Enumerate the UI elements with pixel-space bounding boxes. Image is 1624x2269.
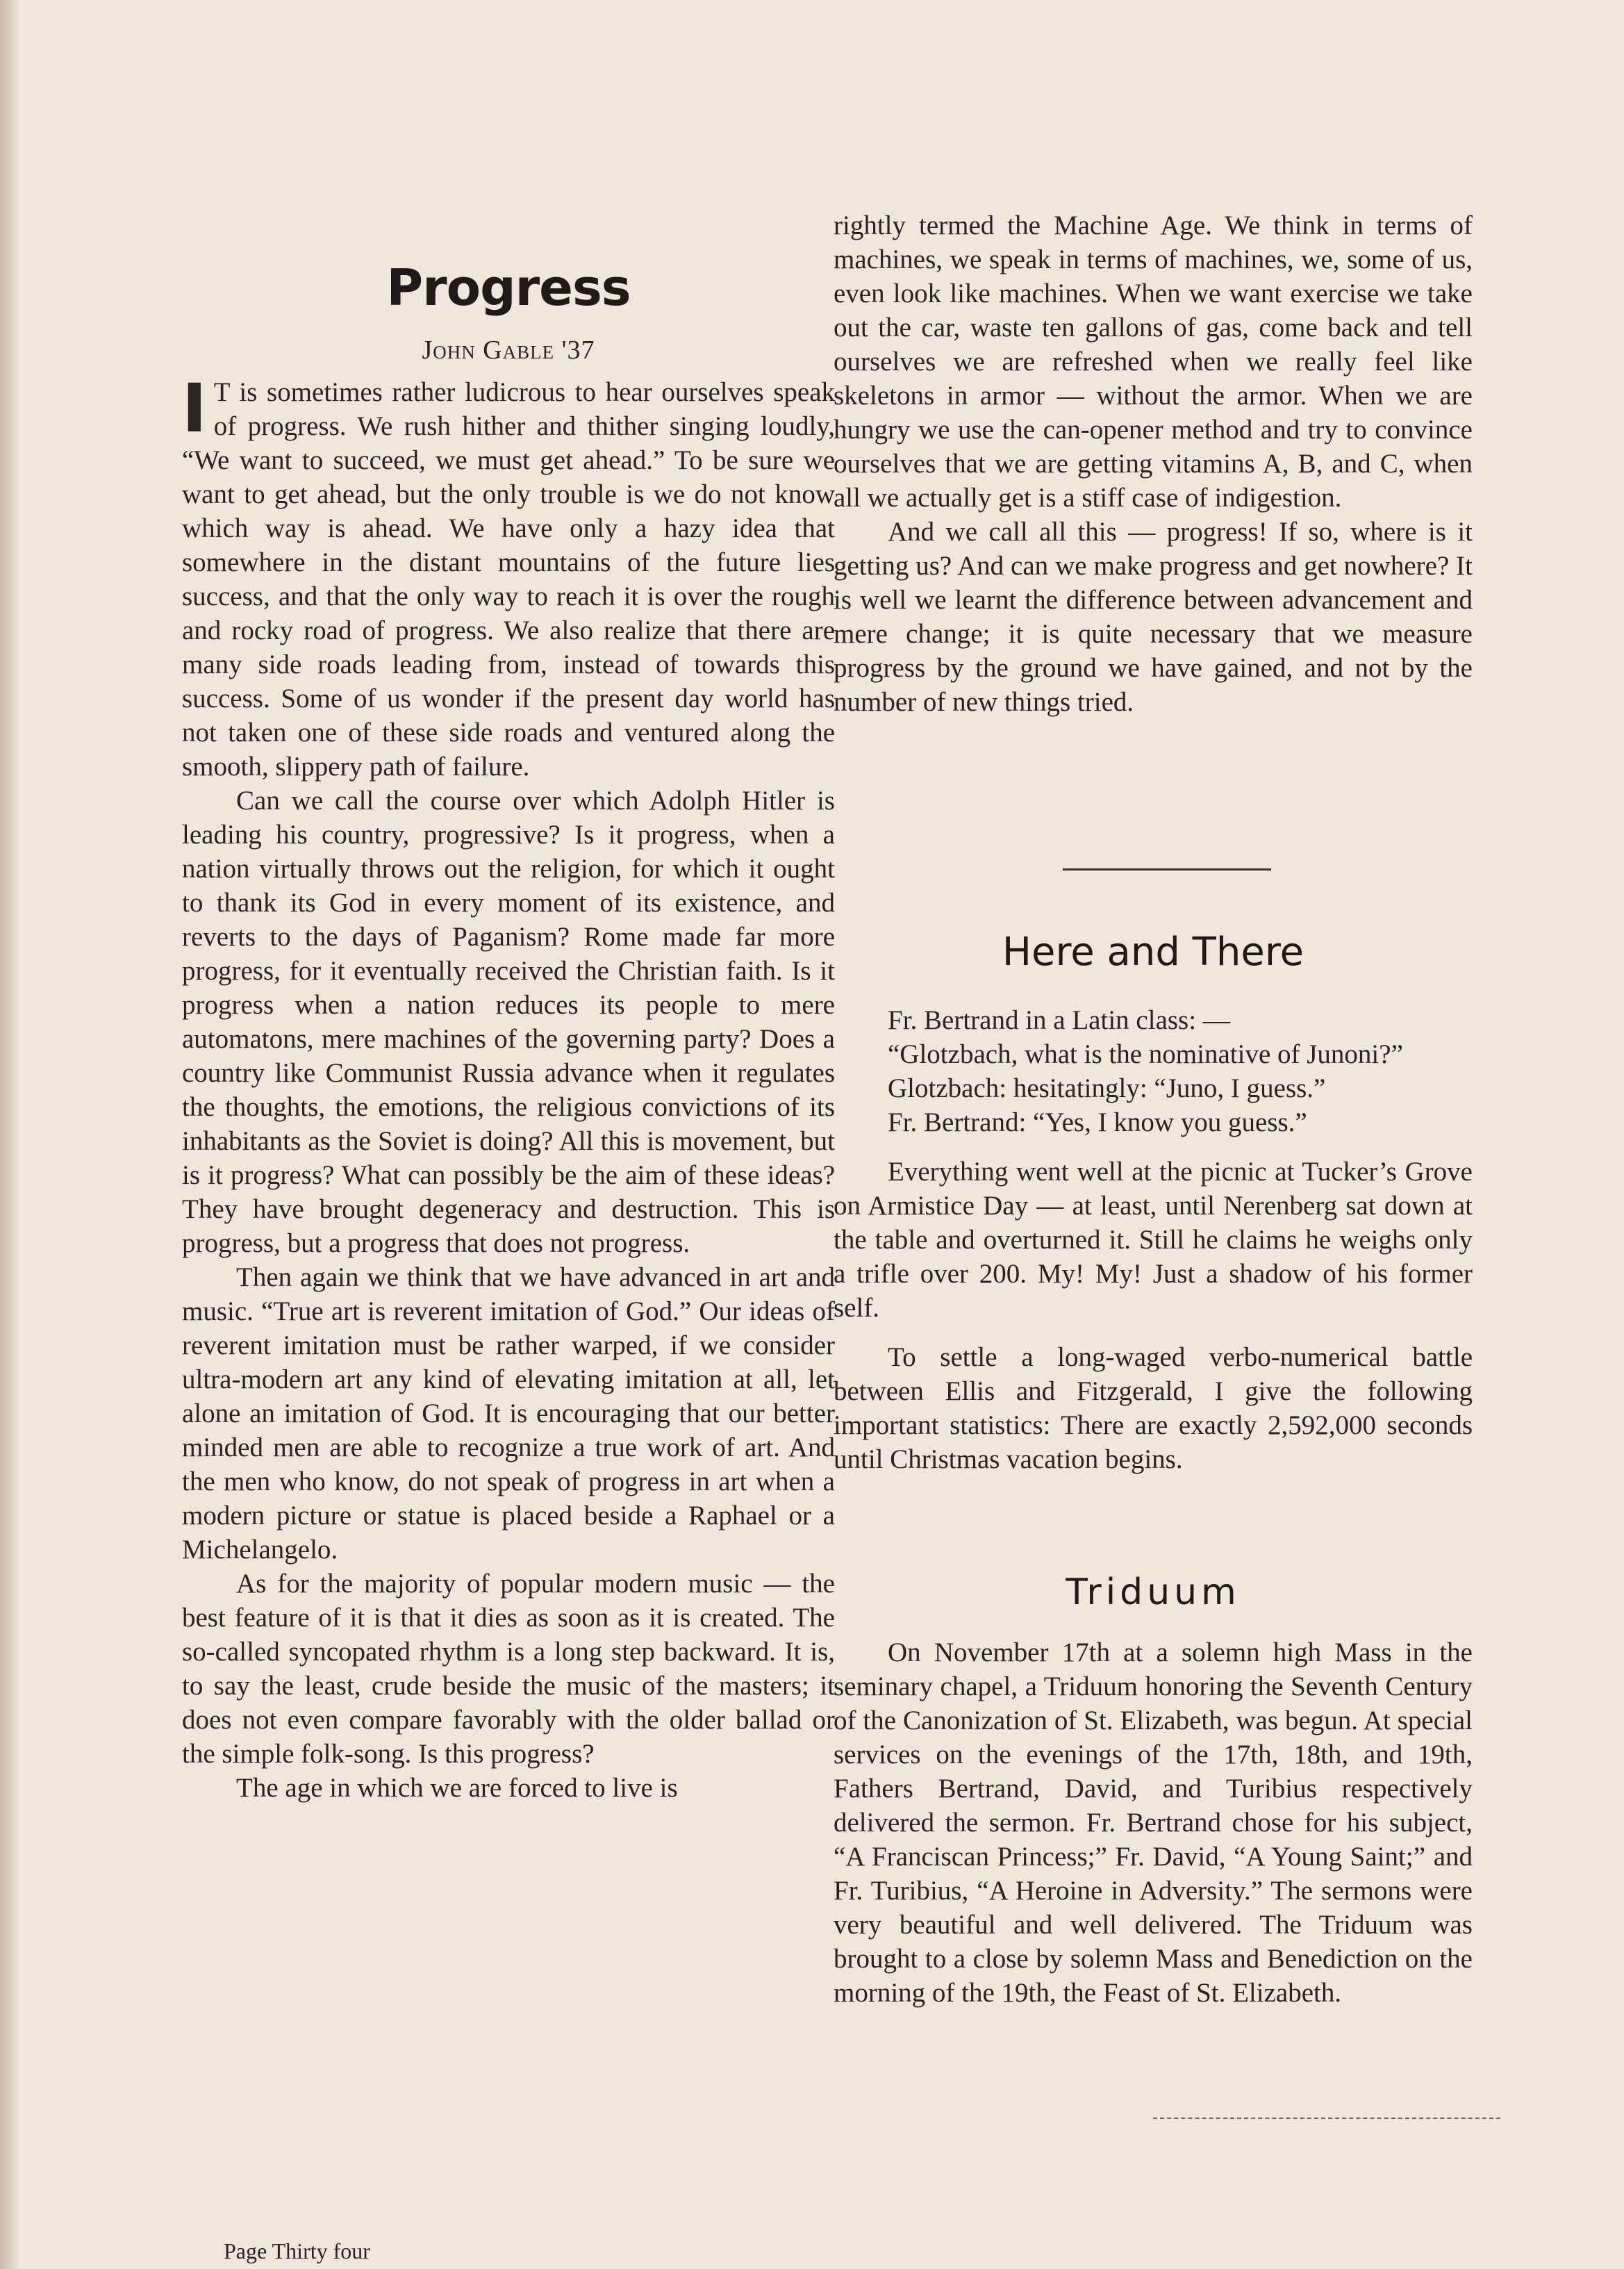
section-title-here-and-there: Here and There [1002,930,1304,975]
anecdote-line-3: Glotzbach: hesitatingly: “Juno, I guess.” [888,1073,1326,1103]
progress-paragraph-3: Then again we think that we have advanced in art and music. “True art is reverent imitation of God.” Our ideas of reverent imitation must be rather warped, if we consider ultra-modern art any kind of elevating imitation at all, let alone an imitation of God. It is encouraging that our better minded men are able to recognize a true work of art. And the men who know, do not speak of progress in art when a modern picture or statue is placed beside a Raphael or a Michelangelo. [182,1262,835,1565]
here-and-there-content [834,1003,1473,1476]
picnic-paragraph: Everything went well at the picnic at Tucker’s Grove on Armistice Day — at least, until Nerenberg sat down at the table and overturned it. Still he claims he weighs only a trifle over 200. My! My! Just a shadow of his former self. [834,1157,1473,1323]
triduum-content [834,1635,1473,2010]
page-number: Page Thirty four [224,2238,370,2263]
progress-column-left [182,370,835,1805]
statistics-paragraph: To settle a long-waged verbo-numerical battle between Ellis and Fitzgerald, I give the following important statistics: There are exactly 2,592,000 seconds until Christmas vacation begins. [834,1342,1473,1474]
anecdote-line-1: Fr. Bertrand in a Latin class: — [888,1005,1230,1035]
section-title-triduum: Triduum [1066,1571,1241,1613]
anecdote-line-2: “Glotzbach, what is the nominative of Junoni?” [888,1039,1403,1069]
article-author: John Gable '37 [422,336,595,365]
page-edge-shadow [0,0,18,2269]
progress-paragraph-2: Can we call the course over which Adolph Hitler is leading his country, progressive? Is it progress, when a nation virtually throws out the religion, for which it ought to thank its God in every moment of its existence, and reverts to the days of Paganism? Rome made far more progress, for it eventually received the Christian faith. Is it progress when a nation reduces its people to mere automatons, mere machines of the governing party? Does a country like Communist Russia advance when it regulates the thoughts, the emotions, the religious convictions of its inhabitants as the Soviet is doing? All this is movement, but is it progress? What can possibly be the aim of these ideas? They have brought degeneracy and destruction. This is progress, but a progress that does not progress. [182,786,835,1258]
bottom-divider [1153,2118,1500,2119]
article-title-progress: Progress [386,258,631,317]
drop-cap: I [182,370,207,447]
progress-continuation-1: rightly termed the Machine Age. We think in terms of machines, we speak in terms of machines, we, some of us, even look like machines. When we want exercise we take out the car, waste ten gallons of gas, come back and tell ourselves we are refreshed when we really feel like skeletons in armor — without the armor. When we are hungry we use the can-opener method and try to convince ourselves that we are getting vitamins A, B, and C, when all we actually get is a stiff case of indigestion. [834,211,1473,513]
progress-paragraph-4: As for the majority of popular modern music — the best feature of it is that it dies as soon as it is created. The so-called syncopated rhythm is a long step backward. It is, to say the least, crude beside the music of the masters; it does not even compare favorably with the older ballad or the simple folk-song. Is this progress? [182,1569,835,1769]
progress-paragraph-1 [182,370,835,784]
progress-column-right [834,208,1473,719]
progress-paragraph-1-text: T is sometimes rather ludicrous to hear ourselves speak of progress. We rush hither and thither singing loudly, “We want to succeed, we must get ahead.” To be sure we want to get ahead, but the only trouble is we do not know which way is ahead. We have only a hazy idea that somewhere in the distant mountains of the future lies success, and that the only way to reach it is over the rough and rocky road of progress. We also realize that there are many side roads leading from, instead of towards this success. Some of us wonder if the present day world has not taken one of these side roads and ventured along the smooth, slippery path of failure. [182,377,835,782]
section-divider [1063,868,1271,871]
triduum-paragraph: On November 17th at a solemn high Mass in the seminary chapel, a Triduum honoring the Seventh Century of the Canonization of St. Elizabeth, was begun. At special services on the evenings of the 17th, 18th, and 19th, Fathers Bertrand, David, and Turibius respectively delivered the sermon. Fr. Bertrand chose for his subject, “A Franciscan Princess;” Fr. David, “A Young Saint;” and Fr. Turibius, “A Heroine in Adversity.” The sermons were very beautiful and well delivered. The Triduum was brought to a close by solemn Mass and Benediction on the morning of the 19th, the Feast of St. Elizabeth. [834,1637,1473,2008]
progress-paragraph-5: The age in which we are forced to live is [236,1773,678,1803]
anecdote-line-4: Fr. Bertrand: “Yes, I know you guess.” [888,1107,1307,1137]
progress-continuation-2: And we call all this — progress! If so, where is it getting us? And can we make progress and get nowhere? It is well we learnt the difference between advancement and mere change; it is quite necessary that we measure progress by the ground we have gained, and not by the number of new things tried. [834,517,1473,717]
